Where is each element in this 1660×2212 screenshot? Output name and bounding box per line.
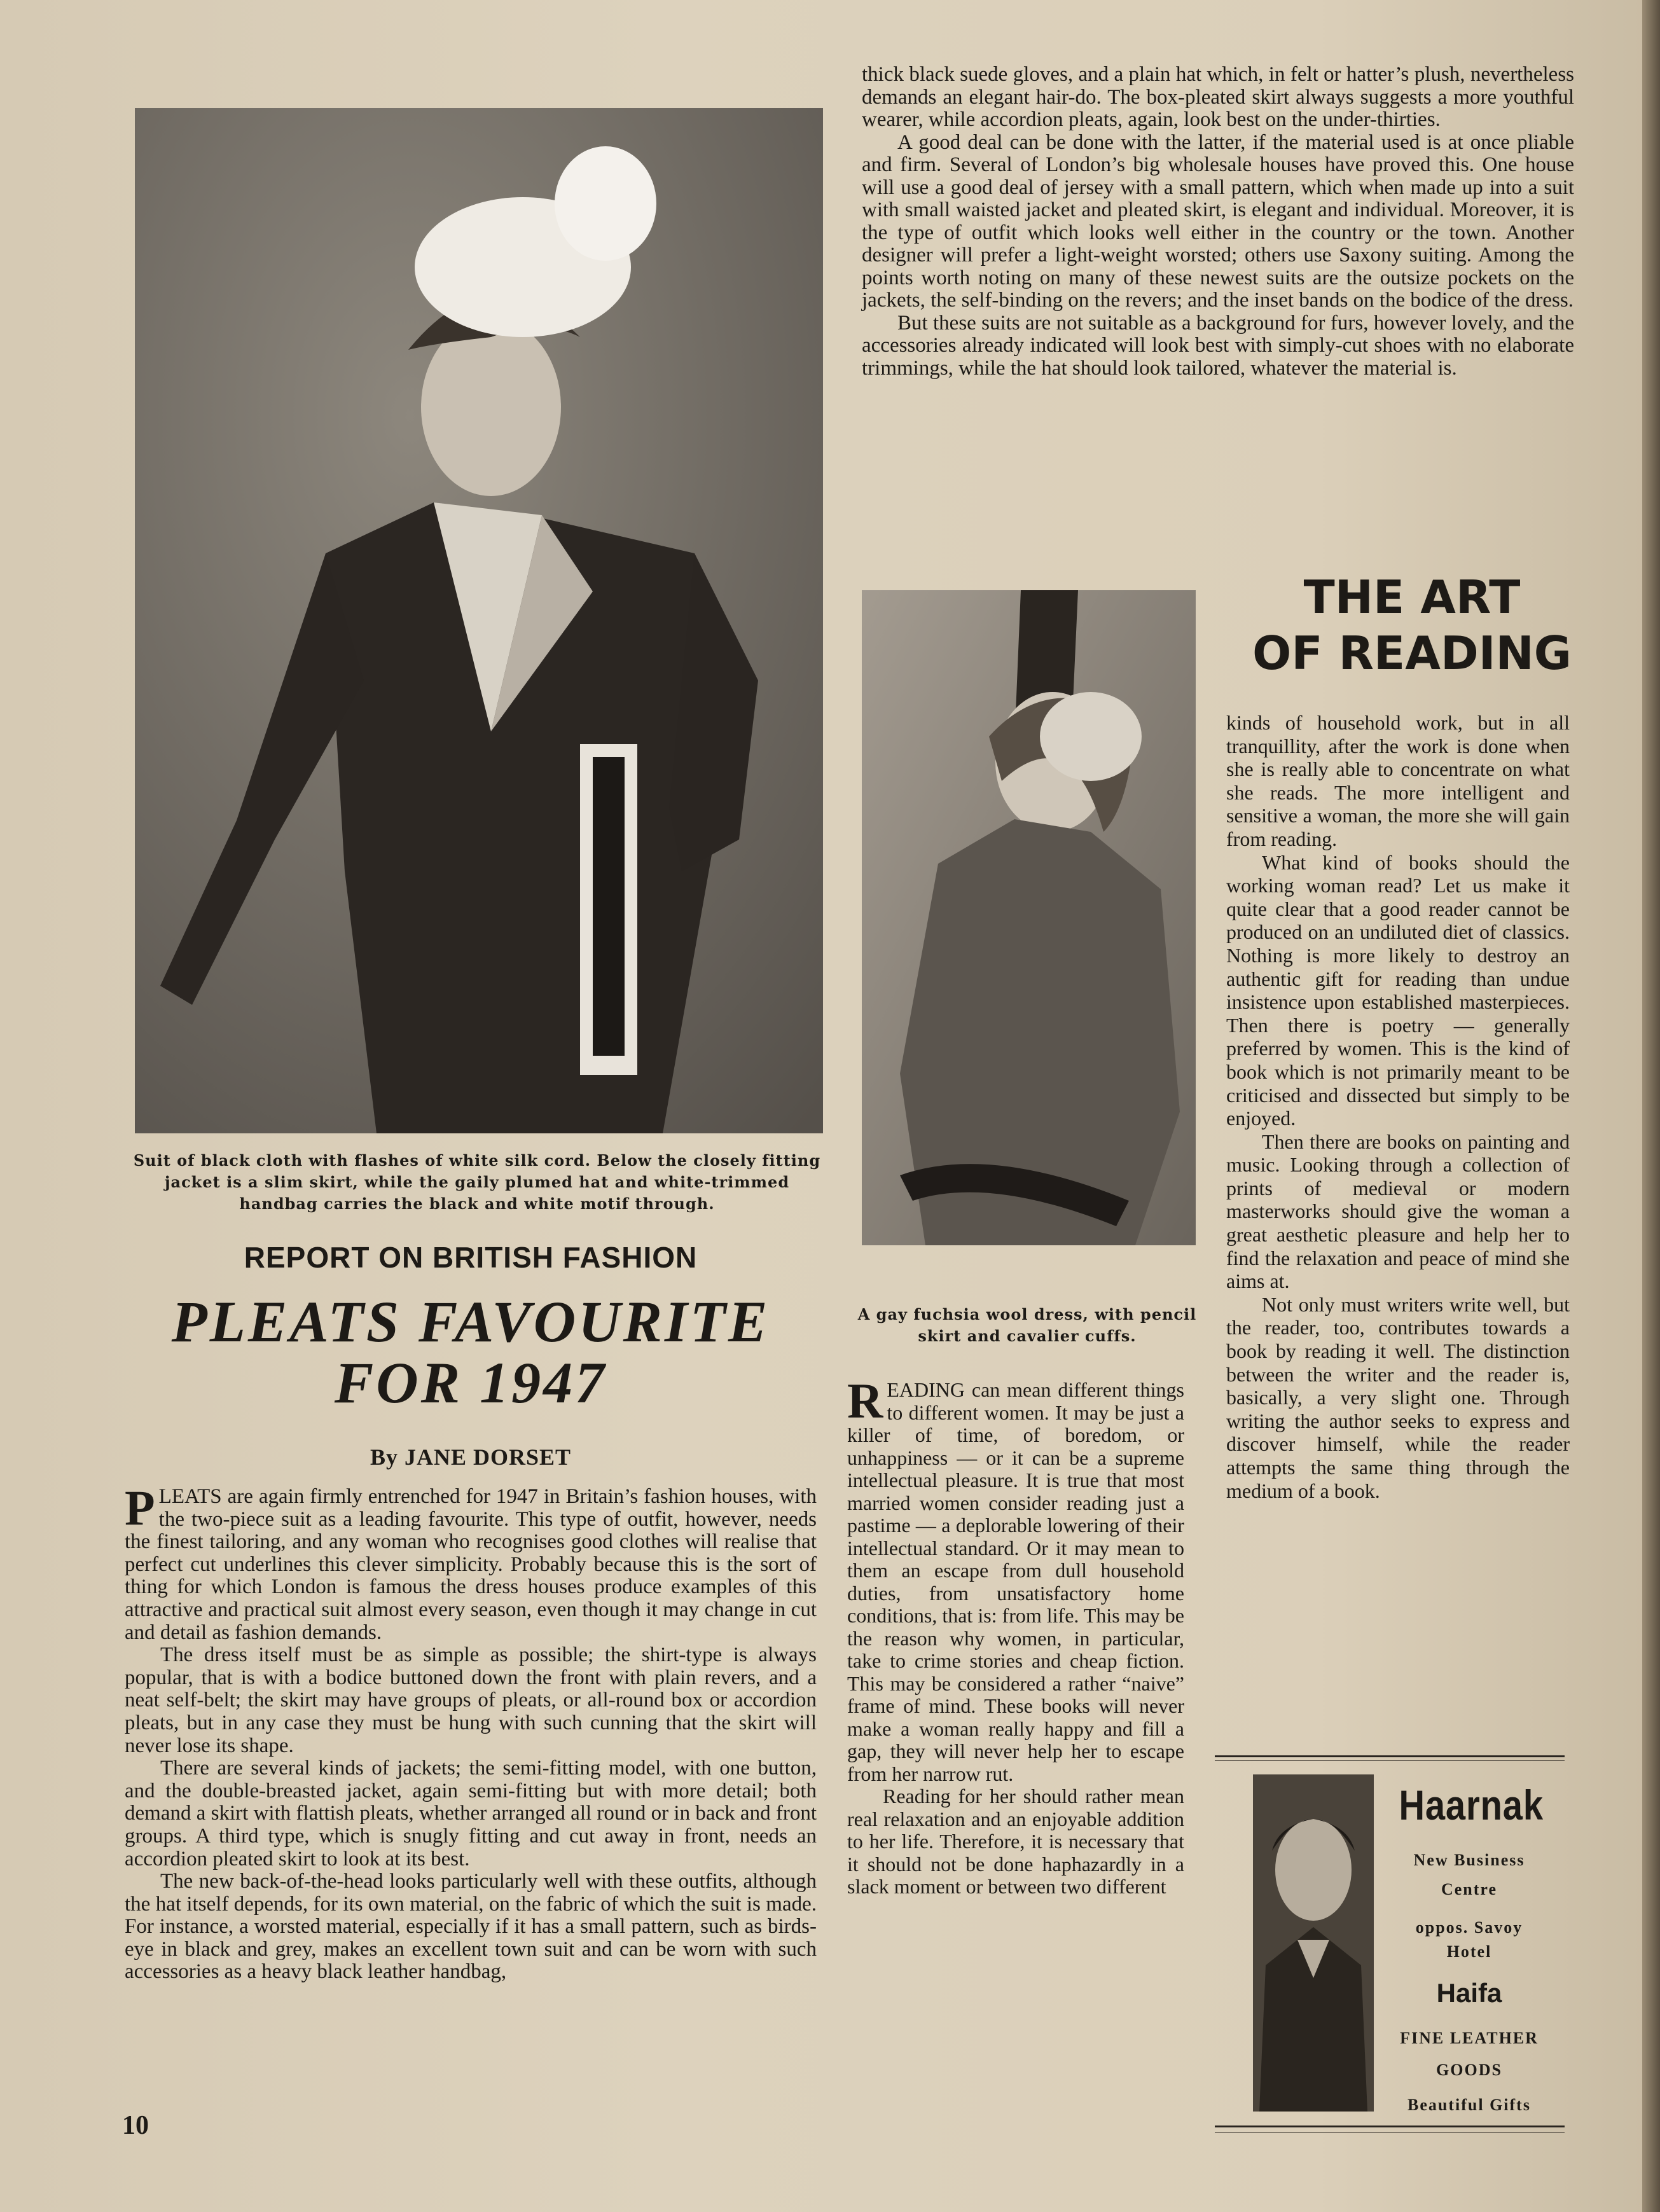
ad-brand-name: Haarnak — [1399, 1781, 1544, 1828]
reading-paragraph: What kind of books should the working woman read? Let us make it quite clear that a good reader cannot be produced on an undiluted diet of classics. Nothing is more likely to destroy an authentic gift for reading than undue insistence upon established masterpieces. Then there is poetry — generally preferred by women. This is the kind of book which is not primarily meant to be criticised and dissected but simply to be enjoyed. — [1226, 850, 1570, 1130]
reading-article-middle-column — [847, 1373, 1184, 1898]
ad-line5: FINE LEATHER — [1400, 2029, 1539, 2047]
ad-bottom-rule — [1215, 2126, 1565, 2127]
article-byline: By JANE DORSET — [370, 1444, 572, 1470]
reading-paragraph: Not only must writers write well, but the reader, too, contributes towards a book by reading it well. The distinction between the writer and the reader is, basically, a very slight one. Through writing the author seeks to express and discover himself, while the reader attempts the same thing through the medium of a book. — [1226, 1292, 1570, 1502]
ad-bottom-rule-thin — [1215, 2132, 1565, 2133]
page-number: 10 — [122, 2111, 149, 2140]
ad-line1: New Business — [1413, 1851, 1525, 1869]
ad-city: Haifa — [1436, 1978, 1502, 2008]
fashion-article-body — [125, 1480, 817, 1984]
fashion-paragraph: There are several kinds of jackets; the semi-fitting model, with one button, and the double-breasted jacket, again semi-fitting but with more detail; both demand a skirt with flattish pleats, whether arranged all round or in back and front groups. A third type, which is snugly fitting and cut away in front, needs an accordion pleated skirt to look at its best. — [125, 1757, 817, 1870]
ad-top-rule-thin — [1215, 1760, 1565, 1761]
ad-line3: oppos. Savoy — [1415, 1918, 1523, 1937]
continuation-paragraph: But these suits are not suitable as a background for furs, however lovely, and the accessories already indicated will look best with simply-cut shoes with no elaborate trimmings, while the hat should look tailored, whatever the material is. — [862, 311, 1574, 380]
article-title — [127, 1291, 814, 1413]
fashion-para1-text: LEATS are again firmly entrenched for 1947 in Britain’s fashion houses, with the two-piece suit as a leading favourite. This type of outfit, however, needs the finest tailoring, and any woman who recognises good clothes will realise that perfect cut underlines this clever simplicity. Probably because this is the sort of thing for which London is famous the dress houses produce examples of this attractive and practical suit almost every season, even though it may change in cut and detail as fashion demands. — [125, 1485, 817, 1644]
fashion-dropcap: P — [125, 1480, 155, 1535]
reading-paragraph: Reading for her should rather mean real relaxation and an enjoyable addition to her life. Therefore, it is necessary that it should not be done haphazardly in a slack moment or between two different — [847, 1785, 1184, 1898]
reading-article-right-column — [1226, 711, 1570, 1502]
ad-line4: Hotel — [1446, 1942, 1492, 1961]
fashion-paragraph: The dress itself must be as simple as possible; the shirt-type is always popular, that is with a bodice buttoned down the front with plain revers, and a neat self-belt; the skirt may have groups of pleats, or all-round box or accordion pleats, but in any case they must be hung with such cunning that the skirt will never lose its shape. — [125, 1643, 817, 1757]
reading-dropcap: R — [847, 1373, 883, 1428]
fashion-paragraph: The new back-of-the-head looks particularly well with these outfits, although the hat itself depends, for its own material, on the fabric of which the suit is made. For instance, a worsted material, especially if it has a small pattern, such as birds-eye in black and grey, makes an excellent town suit and can be worn with such accessories as a heavy black leather handbag, — [125, 1870, 817, 1984]
reading-title-line1: THE ART — [1303, 570, 1521, 624]
reading-first-paragraph — [847, 1373, 1184, 1785]
right-photo-caption: A gay fuchsia wool dress, with pencil skirt and cavalier cuffs. — [857, 1305, 1197, 1345]
continuation-paragraph: thick black suede gloves, and a plain hat which, in felt or hatter’s plush, nevertheless demands an elegant hair-do. The box-pleated skirt always suggests a more youthful wearer, while accordion pleats, again, look best on the under-thirties. — [862, 63, 1574, 131]
binding-edge — [1642, 0, 1660, 2212]
ad-portrait-illustration — [1253, 1774, 1374, 2112]
ad-top-rule — [1215, 1755, 1565, 1757]
reading-article-title — [1208, 569, 1615, 681]
haarnak-advertisement — [1215, 1755, 1565, 2137]
left-photo-caption: Suit of black cloth with flashes of white silk cord. Below the closely fitting jacket is a slim skirt, while the gaily plumed hat and white-trimmed handbag carries the black and white motif through. — [133, 1151, 821, 1213]
fashion-first-paragraph — [125, 1480, 817, 1644]
fashion-photo-pleated-suit — [135, 108, 823, 1133]
reading-paragraph: kinds of household work, but in all tranquillity, after the work is done when she is really able to concentrate on what she reads. The more intelligent and sensitive a woman, the more she will gain from reading. — [1226, 711, 1570, 850]
ad-line2: Centre — [1441, 1880, 1498, 1898]
reading-title-line2: OF READING — [1252, 626, 1572, 680]
article-title-line1: PLEATS FAVOURITE — [171, 1289, 770, 1354]
reading-paragraph: Then there are books on painting and music. Looking through a collection of prints of medieval or modern masterworks should give the woman a great aesthetic pleasure and help her to find the relaxation and peace of mind she aims at. — [1226, 1130, 1570, 1293]
fashion-photo-fuchsia-dress — [862, 590, 1196, 1245]
continuation-paragraph: A good deal can be done with the latter, if the material used is at once pliable and firm. Several of London’s big wholesale houses have proved this. One house will use a good deal of jersey with a small pattern, which when made up into a suit with small waisted jacket and pleated skirt, is elegant and individual. Moreover, it is the type of outfit which looks well either in the country or the town. Another designer will prefer a light-weight worsted; others use Saxony suiting. Among the points worth noting on many of these newest suits are the outsize pockets on the jackets, the self-binding on the revers; and the inset bands on the bodice of the dress. — [862, 130, 1574, 312]
article-kicker: REPORT ON BRITISH FASHION — [244, 1241, 698, 1274]
reading-para1-text: EADING can mean different things to different women. It may be just a killer of time, of boredom, or unhappiness — or it can be a supreme intellectual pleasure. It is true that most married women consider reading just a pastime — a deplorable lowering of their intellectual standard. Or it may mean to them an escape from dull household duties, from unsatisfactory home conditions, that is: from life. This may be the reason why women, in particular, take to crime stories and cheap fiction. This may be considered a rather “naive” frame of mind. These books will never make a woman really happy and fill a gap, they will never help her to escape from her narrow rut. — [847, 1378, 1184, 1785]
fashion-article-continuation — [862, 64, 1574, 380]
ad-line6: GOODS — [1436, 2061, 1502, 2079]
ad-line7: Beautiful Gifts — [1408, 2096, 1531, 2114]
article-title-line2: FOR 1947 — [334, 1350, 607, 1415]
